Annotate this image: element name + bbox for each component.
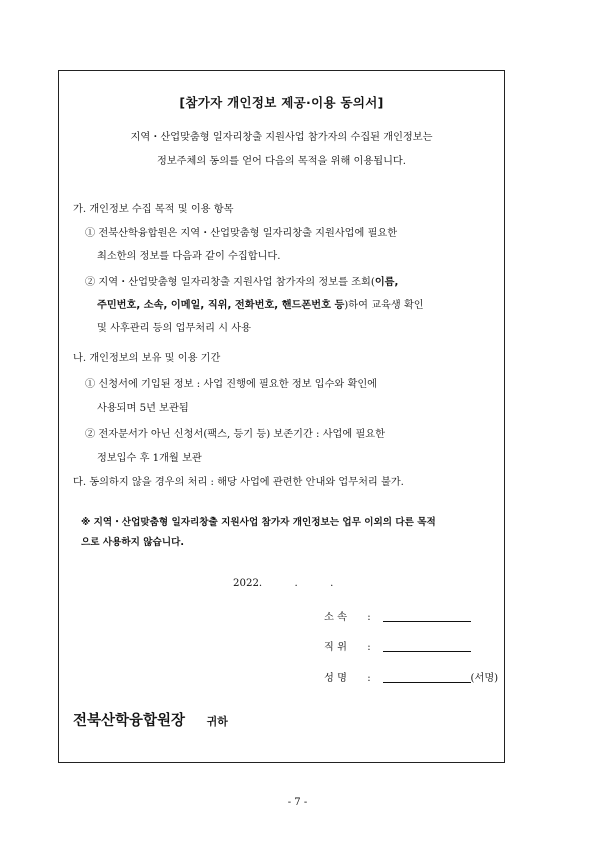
- ga-item2-line1-bold: 이름,: [374, 277, 399, 288]
- ga-item2-line2-bold: 주민번호, 소속, 이메일, 직위, 전화번호, 핸드폰번호 등: [97, 300, 345, 311]
- ga-item1-line2: 최소한의 정보를 다음과 같이 수집합니다.: [97, 251, 281, 262]
- ga-item2-line2-text: )하여 교육생 확인: [344, 300, 424, 311]
- na-item1-line2: 사용되며 5년 보관됨: [97, 403, 189, 414]
- name-colon: :: [367, 673, 371, 684]
- affiliation-label: 소 속: [324, 612, 347, 623]
- name-input-line[interactable]: [383, 670, 471, 683]
- intro-text: [59, 126, 504, 174]
- na-item2-line1: ② 전자문서가 아닌 신청서(팩스, 등기 등) 보존기간 : 사업에 필요한: [85, 429, 385, 440]
- name-row: [324, 669, 498, 684]
- date-field: 2022. . .: [233, 578, 334, 589]
- position-row: [324, 638, 471, 653]
- affiliation-colon: :: [367, 612, 371, 623]
- ga-item2-line3: 및 사후관리 등의 업무처리 시 사용: [97, 323, 251, 334]
- recipient-suffix: 귀하: [206, 715, 228, 728]
- name-label: 성 명: [324, 673, 347, 684]
- section-na-heading: 나. 개인정보의 보유 및 이용 기간: [73, 353, 221, 364]
- affiliation-row: [324, 608, 471, 623]
- ga-item2-line1: [85, 271, 398, 295]
- na-item2-line2: 정보입수 후 1개월 보관: [97, 453, 202, 464]
- page-number: - 7 -: [287, 797, 308, 808]
- title-wrapper: [59, 92, 504, 111]
- form-title: [참가자 개인정보 제공·이용 동의서]: [179, 95, 384, 110]
- notice-line-1: ※ 지역・산업맞춤형 일자리창출 지원사업 참가자 개인정보는 업무 이외의 다른 목적: [81, 517, 436, 528]
- section-ga-heading: 가. 개인정보 수집 목적 및 이용 항목: [73, 204, 234, 215]
- recipient-block: [73, 709, 228, 730]
- sign-suffix: (서명): [470, 673, 499, 684]
- section-da-line: 다. 동의하지 않을 경우의 처리 : 해당 사업에 관련한 안내와 업무처리 불가.: [73, 477, 404, 488]
- position-colon: :: [367, 642, 371, 653]
- recipient-org: 전북산학융합원장: [73, 713, 186, 729]
- position-label: 직 위: [324, 642, 347, 653]
- na-item1-line1: ① 신청서에 기입된 정보 : 사업 진행에 필요한 정보 입수와 확인에: [85, 379, 378, 390]
- intro-line-1: 지역・산업맞춤형 일자리창출 지원사업 참가자의 수집된 개인정보는: [130, 132, 433, 143]
- notice-line-2: 으로 사용하지 않습니다.: [81, 537, 184, 548]
- form-frame: [58, 70, 505, 763]
- ga-item2-line1-text: ② 지역・산업맞춤형 일자리창출 지원사업 참가자의 정보를 조회(: [85, 277, 375, 288]
- ga-item2-line2: [97, 294, 424, 318]
- intro-line-2: 정보주체의 동의를 얻어 다음의 목적을 위해 이용됩니다.: [156, 156, 406, 167]
- position-input-line[interactable]: [383, 639, 471, 652]
- affiliation-input-line[interactable]: [383, 609, 471, 622]
- ga-item1-line1: ① 전북산학융합원은 지역・산업맞춤형 일자리창출 지원사업에 필요한: [85, 228, 398, 239]
- notice-block: [81, 513, 436, 553]
